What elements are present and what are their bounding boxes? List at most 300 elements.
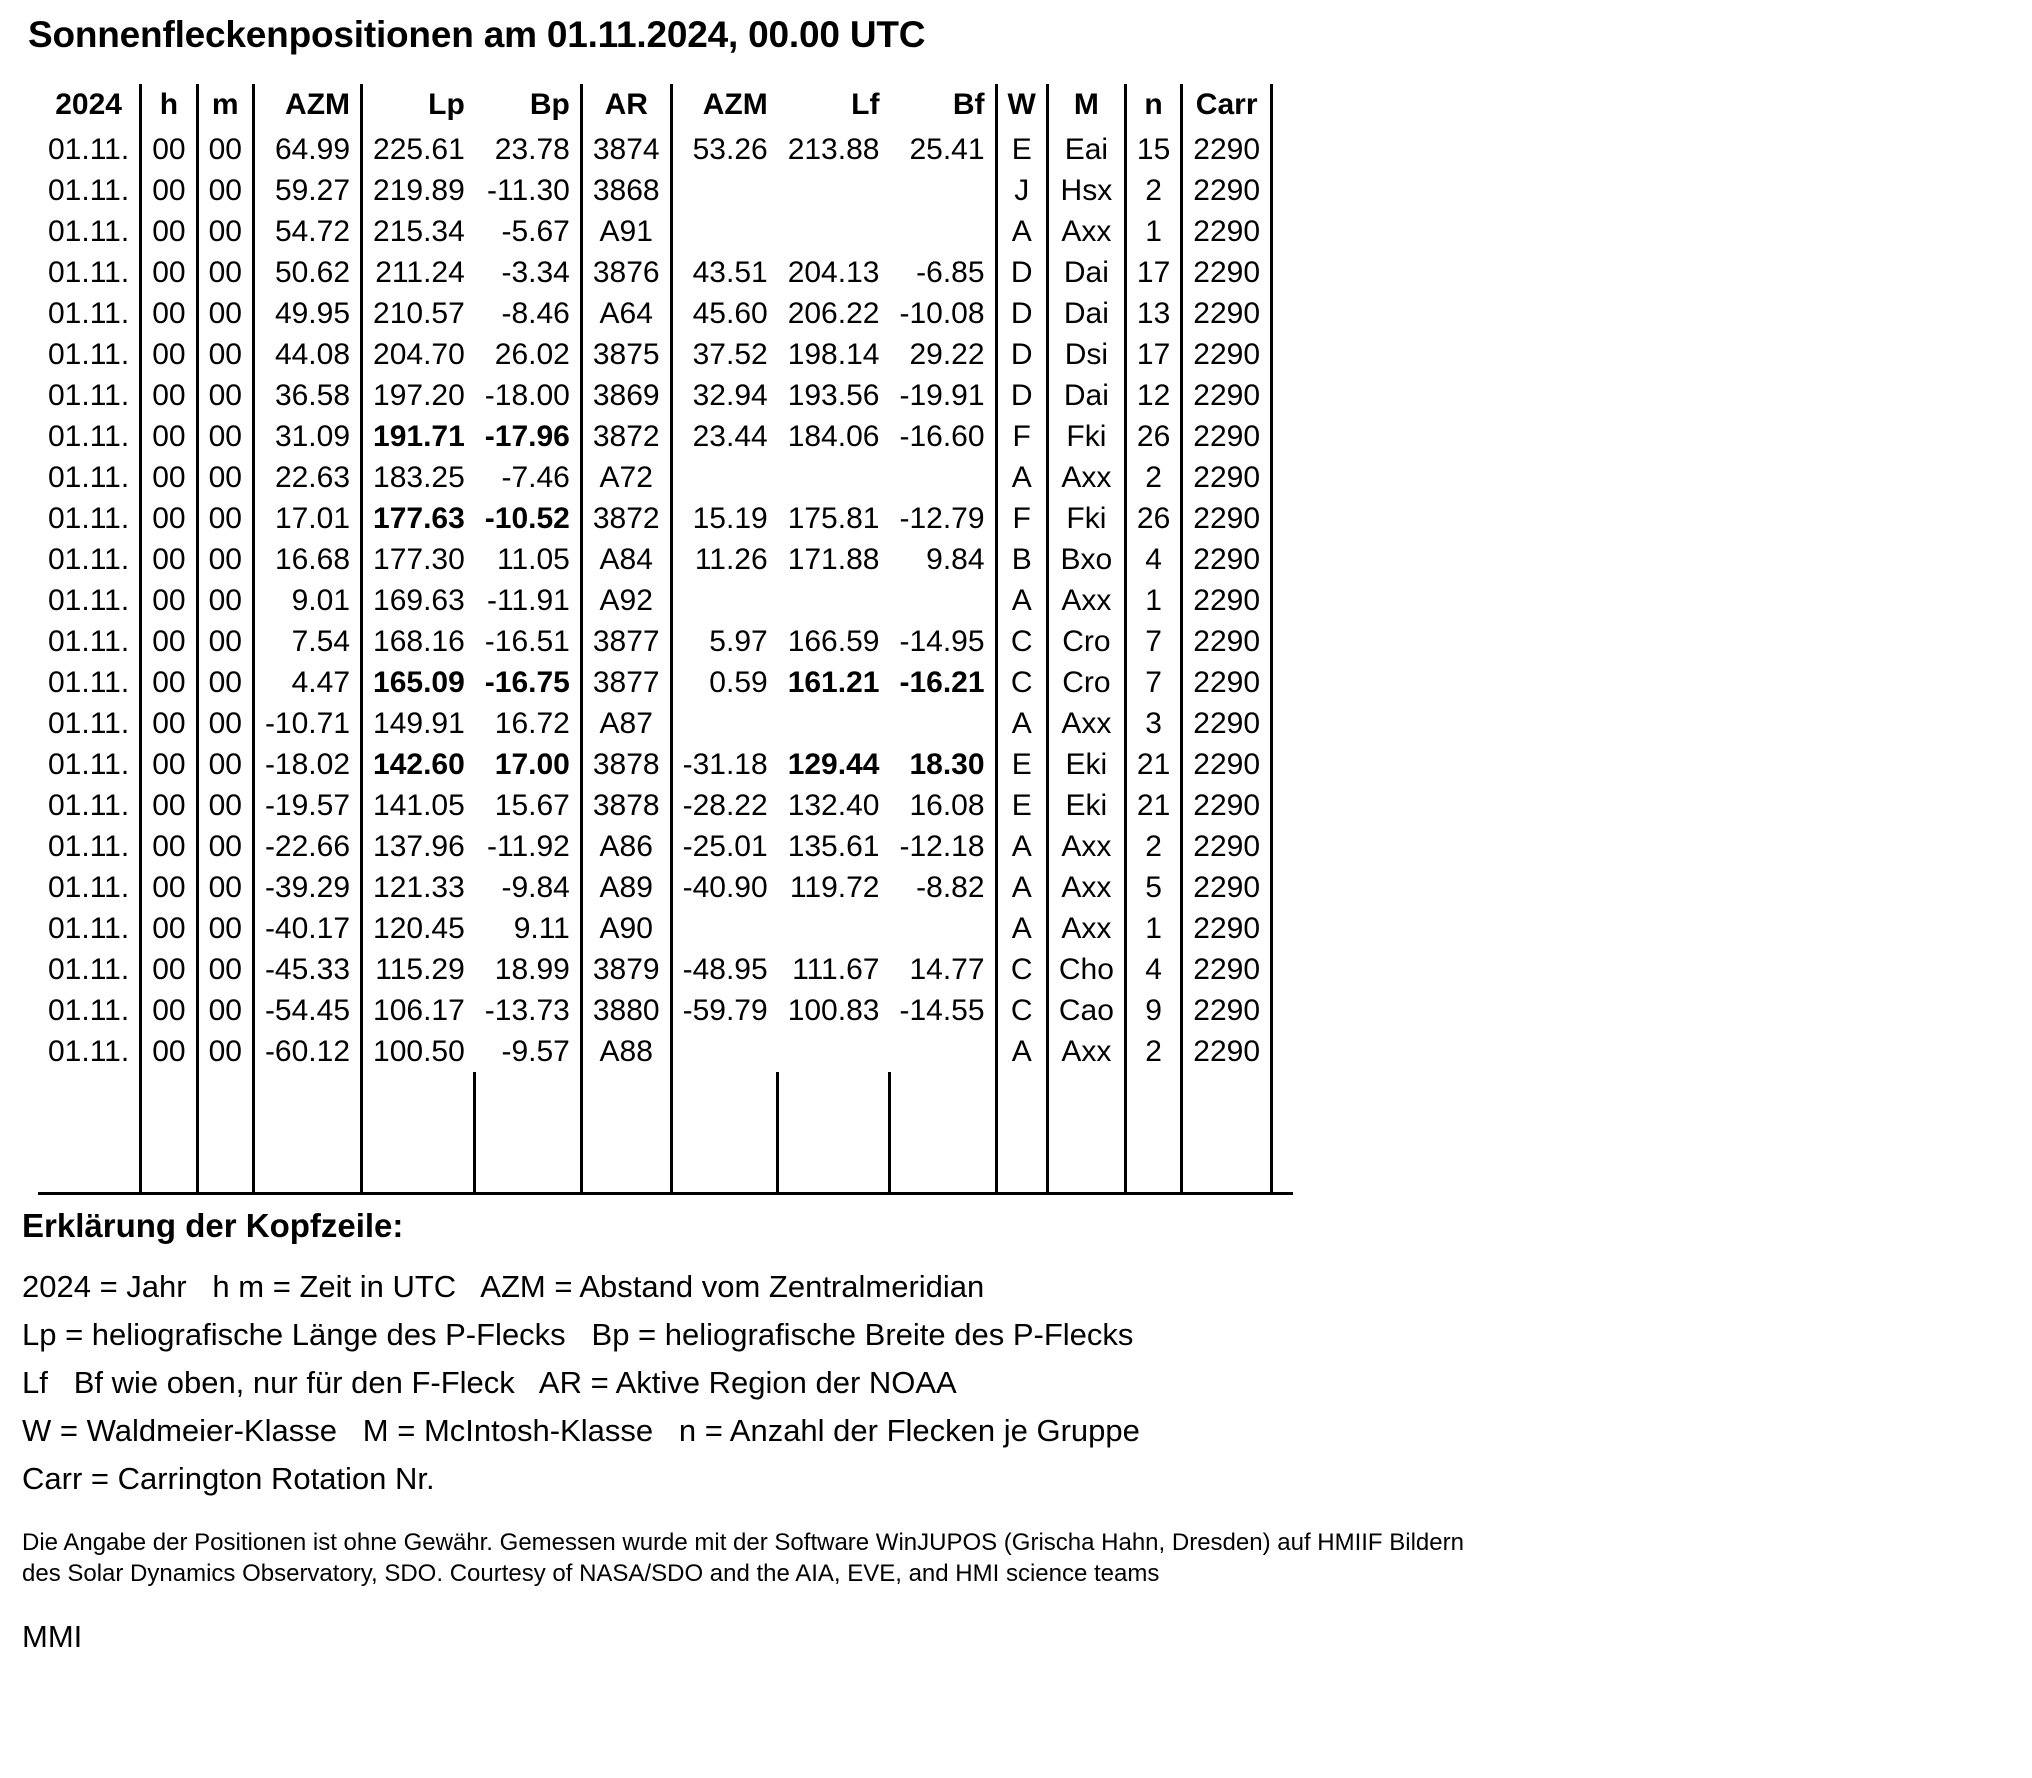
cell-hour: 00 <box>141 293 197 334</box>
cell-minute: 00 <box>197 375 253 416</box>
cell-azm-f: -40.90 <box>671 867 778 908</box>
cell-bf: 9.84 <box>926 543 985 576</box>
cell-azm-p: 31.09 <box>253 416 361 457</box>
spacer-cell <box>996 1072 1047 1194</box>
cell-azm-f <box>671 457 778 498</box>
cell-w: D <box>996 293 1047 334</box>
cell-date: 01.11. <box>48 420 130 453</box>
cell-carr: 2290 <box>1182 867 1272 908</box>
spacer-cell <box>889 1072 996 1194</box>
cell-bf: 29.22 <box>909 338 985 371</box>
table-row <box>38 170 1293 211</box>
cell-lp: 142.60 <box>362 744 475 785</box>
cell-azm-p: -18.02 <box>253 744 361 785</box>
cell-carr: 2290 <box>1182 744 1272 785</box>
table-row <box>38 457 1293 498</box>
cell-azm-p: 64.99 <box>253 129 361 170</box>
author-signature: MMI <box>22 1619 83 1655</box>
column-header-azm-p: AZM <box>253 84 361 129</box>
cell-row-end <box>1272 867 1294 908</box>
cell-n: 26 <box>1125 416 1181 457</box>
cell-lp: 204.70 <box>362 334 475 375</box>
cell-minute: 00 <box>197 867 253 908</box>
cell-minute: 00 <box>197 457 253 498</box>
cell-row-end <box>1272 498 1294 539</box>
cell-ar: A88 <box>581 1031 671 1072</box>
cell-row-end <box>1272 1031 1294 1072</box>
cell-ar: A86 <box>581 826 671 867</box>
cell-hour: 00 <box>141 252 197 293</box>
column-header-n: n <box>1125 84 1181 129</box>
cell-lf: 100.83 <box>787 994 880 1027</box>
cell-n: 17 <box>1125 334 1181 375</box>
cell-date: 01.11. <box>48 338 130 371</box>
cell-lf: 166.59 <box>787 625 880 658</box>
cell-w: C <box>996 990 1047 1031</box>
cell-carr: 2290 <box>1182 1031 1272 1072</box>
cell-azm-f <box>671 580 778 621</box>
table-row <box>38 539 1293 580</box>
cell-row-end <box>1272 211 1294 252</box>
cell-hour: 00 <box>141 580 197 621</box>
cell-bf <box>889 170 996 211</box>
cell-minute: 00 <box>197 990 253 1031</box>
column-header-bp: Bp <box>529 88 570 121</box>
cell-minute: 00 <box>197 1031 253 1072</box>
cell-hour: 00 <box>141 457 197 498</box>
table-row <box>38 416 1293 457</box>
cell-ar: 3880 <box>581 990 671 1031</box>
cell-azm-p: 50.62 <box>253 252 361 293</box>
cell-m: Axx <box>1047 703 1125 744</box>
cell-lf: 135.61 <box>787 830 880 863</box>
cell-n: 2 <box>1125 826 1181 867</box>
cell-m: Cao <box>1047 990 1125 1031</box>
cell-bp: -11.91 <box>487 584 570 617</box>
cell-lp: 120.45 <box>362 908 475 949</box>
cell-azm-f: 37.52 <box>671 334 778 375</box>
cell-m: Axx <box>1047 457 1125 498</box>
cell-m: Bxo <box>1047 539 1125 580</box>
column-header-azm-f: AZM <box>671 84 778 129</box>
page-title: Sonnenfleckenpositionen am 01.11.2024, 00.00 UTC <box>28 14 926 55</box>
cell-bf: -16.21 <box>899 666 985 699</box>
cell-ar: 3874 <box>581 129 671 170</box>
spacer-cell <box>38 1072 141 1194</box>
cell-n: 1 <box>1125 211 1181 252</box>
cell-m: Axx <box>1047 1031 1125 1072</box>
cell-azm-p: 7.54 <box>253 621 361 662</box>
cell-w: A <box>996 908 1047 949</box>
cell-bp: -9.57 <box>501 1035 570 1068</box>
spacer-cell <box>1047 1072 1125 1194</box>
cell-lp: 149.91 <box>362 703 475 744</box>
column-header-lp: Lp <box>362 84 475 129</box>
cell-date: 01.11. <box>48 871 130 904</box>
cell-azm-p: 36.58 <box>253 375 361 416</box>
cell-bf <box>889 580 996 621</box>
cell-date: 01.11. <box>48 543 130 576</box>
cell-m: Fki <box>1047 498 1125 539</box>
cell-w: E <box>996 744 1047 785</box>
cell-lp: 183.25 <box>362 457 475 498</box>
column-header-hour: h <box>141 84 197 129</box>
cell-n: 12 <box>1125 375 1181 416</box>
cell-lf: 213.88 <box>787 133 880 166</box>
cell-carr: 2290 <box>1182 170 1272 211</box>
cell-row-end <box>1272 457 1294 498</box>
cell-date: 01.11. <box>48 215 130 248</box>
table-header <box>38 84 1293 129</box>
cell-m: Axx <box>1047 580 1125 621</box>
disclaimer-note <box>22 1527 2032 1589</box>
cell-carr: 2290 <box>1182 949 1272 990</box>
cell-hour: 00 <box>141 334 197 375</box>
cell-bp: 11.05 <box>497 543 570 576</box>
cell-bf: -19.91 <box>899 379 985 412</box>
cell-hour: 00 <box>141 416 197 457</box>
cell-hour: 00 <box>141 129 197 170</box>
cell-w: B <box>996 539 1047 580</box>
cell-row-end <box>1272 785 1294 826</box>
cell-azm-f: 11.26 <box>671 539 778 580</box>
cell-hour: 00 <box>141 826 197 867</box>
spacer-cell <box>1125 1072 1181 1194</box>
cell-carr: 2290 <box>1182 990 1272 1031</box>
cell-bp: 15.67 <box>494 789 570 822</box>
cell-m: Axx <box>1047 211 1125 252</box>
cell-n: 1 <box>1125 580 1181 621</box>
cell-azm-f: 32.94 <box>671 375 778 416</box>
cell-m: Axx <box>1047 826 1125 867</box>
cell-w: A <box>996 826 1047 867</box>
cell-bp: -5.67 <box>501 215 570 248</box>
cell-row-end <box>1272 334 1294 375</box>
cell-n: 9 <box>1125 990 1181 1031</box>
cell-ar: A84 <box>581 539 671 580</box>
cell-azm-f <box>671 703 778 744</box>
cell-azm-p: -45.33 <box>253 949 361 990</box>
cell-date: 01.11. <box>48 953 130 986</box>
cell-carr: 2290 <box>1182 703 1272 744</box>
cell-w: A <box>996 867 1047 908</box>
cell-date: 01.11. <box>48 256 130 289</box>
cell-lf <box>778 1031 890 1072</box>
cell-m: Axx <box>1047 908 1125 949</box>
cell-w: F <box>996 416 1047 457</box>
cell-m: Eai <box>1047 129 1125 170</box>
cell-bp: 18.99 <box>494 953 570 986</box>
cell-ar: 3869 <box>581 375 671 416</box>
cell-azm-f: -31.18 <box>671 744 778 785</box>
table-body <box>38 129 1293 1194</box>
cell-ar: 3878 <box>581 785 671 826</box>
cell-minute: 00 <box>197 949 253 990</box>
cell-bp: 9.11 <box>513 912 570 945</box>
column-header-ar: AR <box>581 84 671 129</box>
cell-date: 01.11. <box>48 994 130 1027</box>
legend-section <box>22 1207 2032 1501</box>
cell-bp: -9.84 <box>501 871 570 904</box>
cell-azm-f <box>671 211 778 252</box>
cell-azm-p: 17.01 <box>253 498 361 539</box>
legend-line-3: Lf Bf wie oben, nur für den F-Fleck AR = Aktive Region der NOAA <box>22 1365 957 1401</box>
cell-date: 01.11. <box>48 584 130 617</box>
cell-carr: 2290 <box>1182 129 1272 170</box>
cell-carr: 2290 <box>1182 293 1272 334</box>
cell-ar: 3875 <box>581 334 671 375</box>
cell-hour: 00 <box>141 539 197 580</box>
cell-w: C <box>996 662 1047 703</box>
column-header-m: M <box>1047 84 1125 129</box>
cell-carr: 2290 <box>1182 539 1272 580</box>
cell-lf <box>778 703 890 744</box>
cell-carr: 2290 <box>1182 498 1272 539</box>
cell-carr: 2290 <box>1182 580 1272 621</box>
cell-date: 01.11. <box>48 502 130 535</box>
cell-hour: 00 <box>141 949 197 990</box>
spacer-cell <box>197 1072 253 1194</box>
cell-lp: 197.20 <box>362 375 475 416</box>
cell-row-end <box>1272 949 1294 990</box>
table-row <box>38 785 1293 826</box>
cell-hour: 00 <box>141 990 197 1031</box>
sunspot-positions-table <box>38 84 1293 1195</box>
spacer-cell <box>1272 1072 1294 1194</box>
cell-bf <box>889 211 996 252</box>
cell-lf <box>778 908 890 949</box>
cell-bf: 18.30 <box>909 748 985 781</box>
column-header-year: 2024 <box>55 88 122 121</box>
cell-lf <box>778 457 890 498</box>
legend-line-5: Carr = Carrington Rotation Nr. <box>22 1461 435 1497</box>
cell-lf: 119.72 <box>789 871 880 904</box>
column-header-end <box>1272 84 1294 129</box>
cell-date: 01.11. <box>48 912 130 945</box>
spacer-cell <box>671 1072 778 1194</box>
cell-bp: -16.75 <box>484 666 570 699</box>
cell-azm-f: 15.19 <box>671 498 778 539</box>
cell-hour: 00 <box>141 785 197 826</box>
cell-lf: 206.22 <box>787 297 880 330</box>
cell-row-end <box>1272 170 1294 211</box>
cell-azm-f: -25.01 <box>671 826 778 867</box>
legend-line-2: Lp = heliografische Länge des P-Flecks Bp = heliografische Breite des P-Flecks <box>22 1317 1134 1353</box>
cell-azm-f <box>671 170 778 211</box>
cell-row-end <box>1272 293 1294 334</box>
cell-w: J <box>996 170 1047 211</box>
cell-bp: -16.51 <box>484 625 570 658</box>
cell-m: Cho <box>1047 949 1125 990</box>
cell-minute: 00 <box>197 580 253 621</box>
cell-ar: A90 <box>581 908 671 949</box>
table-row <box>38 293 1293 334</box>
table-row <box>38 375 1293 416</box>
cell-hour: 00 <box>141 621 197 662</box>
cell-azm-p: 49.95 <box>253 293 361 334</box>
cell-minute: 00 <box>197 293 253 334</box>
cell-w: D <box>996 252 1047 293</box>
cell-n: 5 <box>1125 867 1181 908</box>
legend-line-4: W = Waldmeier-Klasse M = McIntosh-Klasse n = Anzahl der Flecken je Gruppe <box>22 1413 1140 1449</box>
cell-lf: 129.44 <box>787 748 880 781</box>
table-row <box>38 1031 1293 1072</box>
cell-lp: 191.71 <box>362 416 475 457</box>
cell-lf: 111.67 <box>792 953 880 986</box>
cell-bf: -16.60 <box>899 420 985 453</box>
table-row <box>38 867 1293 908</box>
cell-row-end <box>1272 375 1294 416</box>
cell-bp: -3.34 <box>501 256 570 289</box>
cell-w: E <box>996 129 1047 170</box>
cell-minute: 00 <box>197 703 253 744</box>
cell-lp: 168.16 <box>362 621 475 662</box>
cell-carr: 2290 <box>1182 908 1272 949</box>
cell-lp: 215.34 <box>362 211 475 252</box>
cell-bp: 16.72 <box>494 707 570 740</box>
cell-minute: 00 <box>197 416 253 457</box>
column-header-carr: Carr <box>1182 84 1272 129</box>
cell-lf <box>778 170 890 211</box>
cell-n: 7 <box>1125 662 1181 703</box>
cell-azm-p: 4.47 <box>253 662 361 703</box>
cell-hour: 00 <box>141 498 197 539</box>
cell-carr: 2290 <box>1182 252 1272 293</box>
cell-hour: 00 <box>141 703 197 744</box>
cell-lp: 177.63 <box>362 498 475 539</box>
cell-lp: 106.17 <box>362 990 475 1031</box>
cell-w: C <box>996 621 1047 662</box>
cell-w: A <box>996 580 1047 621</box>
cell-n: 26 <box>1125 498 1181 539</box>
cell-ar: A92 <box>581 580 671 621</box>
cell-n: 4 <box>1125 539 1181 580</box>
cell-azm-f: 53.26 <box>671 129 778 170</box>
cell-azm-f: 0.59 <box>671 662 778 703</box>
cell-lp: 137.96 <box>362 826 475 867</box>
cell-row-end <box>1272 990 1294 1031</box>
cell-bp: -7.46 <box>501 461 570 494</box>
cell-w: A <box>996 703 1047 744</box>
cell-azm-p: -39.29 <box>253 867 361 908</box>
cell-m: Dai <box>1047 252 1125 293</box>
column-header-minute: m <box>197 84 253 129</box>
cell-m: Eki <box>1047 785 1125 826</box>
cell-bp: -17.96 <box>484 420 570 453</box>
cell-date: 01.11. <box>48 133 130 166</box>
cell-carr: 2290 <box>1182 375 1272 416</box>
cell-w: A <box>996 1031 1047 1072</box>
cell-carr: 2290 <box>1182 457 1272 498</box>
cell-n: 2 <box>1125 170 1181 211</box>
cell-azm-f: 5.97 <box>671 621 778 662</box>
cell-carr: 2290 <box>1182 334 1272 375</box>
disclaimer-line-2: des Solar Dynamics Observatory, SDO. Courtesy of NASA/SDO and the AIA, EVE, and HMI science teams <box>22 1560 1160 1588</box>
cell-lp: 165.09 <box>362 662 475 703</box>
cell-bp: 23.78 <box>494 133 570 166</box>
cell-ar: 3877 <box>581 621 671 662</box>
table-row <box>38 252 1293 293</box>
cell-minute: 00 <box>197 826 253 867</box>
cell-hour: 00 <box>141 744 197 785</box>
cell-lf: 175.81 <box>787 502 880 535</box>
cell-bp: -10.52 <box>484 502 570 535</box>
cell-carr: 2290 <box>1182 662 1272 703</box>
cell-bf <box>889 457 996 498</box>
cell-row-end <box>1272 662 1294 703</box>
cell-bf <box>889 1031 996 1072</box>
cell-date: 01.11. <box>48 297 130 330</box>
cell-n: 13 <box>1125 293 1181 334</box>
cell-m: Dsi <box>1047 334 1125 375</box>
cell-m: Cro <box>1047 662 1125 703</box>
cell-azm-p: 54.72 <box>253 211 361 252</box>
cell-lp: 121.33 <box>362 867 475 908</box>
cell-azm-f: 23.44 <box>671 416 778 457</box>
cell-carr: 2290 <box>1182 416 1272 457</box>
table-row <box>38 129 1293 170</box>
cell-date: 01.11. <box>48 174 130 207</box>
cell-hour: 00 <box>141 867 197 908</box>
cell-ar: 3872 <box>581 416 671 457</box>
cell-date: 01.11. <box>48 789 130 822</box>
cell-hour: 00 <box>141 375 197 416</box>
cell-w: D <box>996 375 1047 416</box>
cell-lp: 211.24 <box>362 252 475 293</box>
cell-m: Eki <box>1047 744 1125 785</box>
cell-ar: A64 <box>581 293 671 334</box>
cell-azm-f <box>671 908 778 949</box>
cell-bf: -10.08 <box>899 297 985 330</box>
cell-lf: 184.06 <box>787 420 880 453</box>
cell-ar: A91 <box>581 211 671 252</box>
cell-azm-f: -59.79 <box>671 990 778 1031</box>
cell-lp: 210.57 <box>362 293 475 334</box>
cell-lf <box>778 580 890 621</box>
table-row <box>38 949 1293 990</box>
cell-hour: 00 <box>141 211 197 252</box>
cell-bf <box>889 908 996 949</box>
cell-lp: 169.63 <box>362 580 475 621</box>
table-row <box>38 498 1293 539</box>
cell-azm-f <box>671 1031 778 1072</box>
legend-line-1: 2024 = Jahr h m = Zeit in UTC AZM = Abstand vom Zentralmeridian <box>22 1269 985 1304</box>
cell-n: 21 <box>1125 744 1181 785</box>
cell-bp: -8.46 <box>501 297 570 330</box>
cell-azm-p: 16.68 <box>253 539 361 580</box>
table-row <box>38 826 1293 867</box>
cell-bf: -14.95 <box>899 625 985 658</box>
cell-ar: A87 <box>581 703 671 744</box>
cell-m: Fki <box>1047 416 1125 457</box>
cell-azm-f: 45.60 <box>671 293 778 334</box>
cell-azm-p: 44.08 <box>253 334 361 375</box>
cell-w: A <box>996 457 1047 498</box>
spacer-cell <box>581 1072 671 1194</box>
cell-lp: 115.29 <box>362 949 475 990</box>
cell-azm-f: -28.22 <box>671 785 778 826</box>
cell-w: E <box>996 785 1047 826</box>
table-row <box>38 334 1293 375</box>
cell-ar: A72 <box>581 457 671 498</box>
cell-azm-p: -54.45 <box>253 990 361 1031</box>
cell-date: 01.11. <box>48 666 130 699</box>
cell-lf: 132.40 <box>787 789 880 822</box>
cell-minute: 00 <box>197 498 253 539</box>
cell-ar: 3879 <box>581 949 671 990</box>
cell-minute: 00 <box>197 662 253 703</box>
cell-w: D <box>996 334 1047 375</box>
